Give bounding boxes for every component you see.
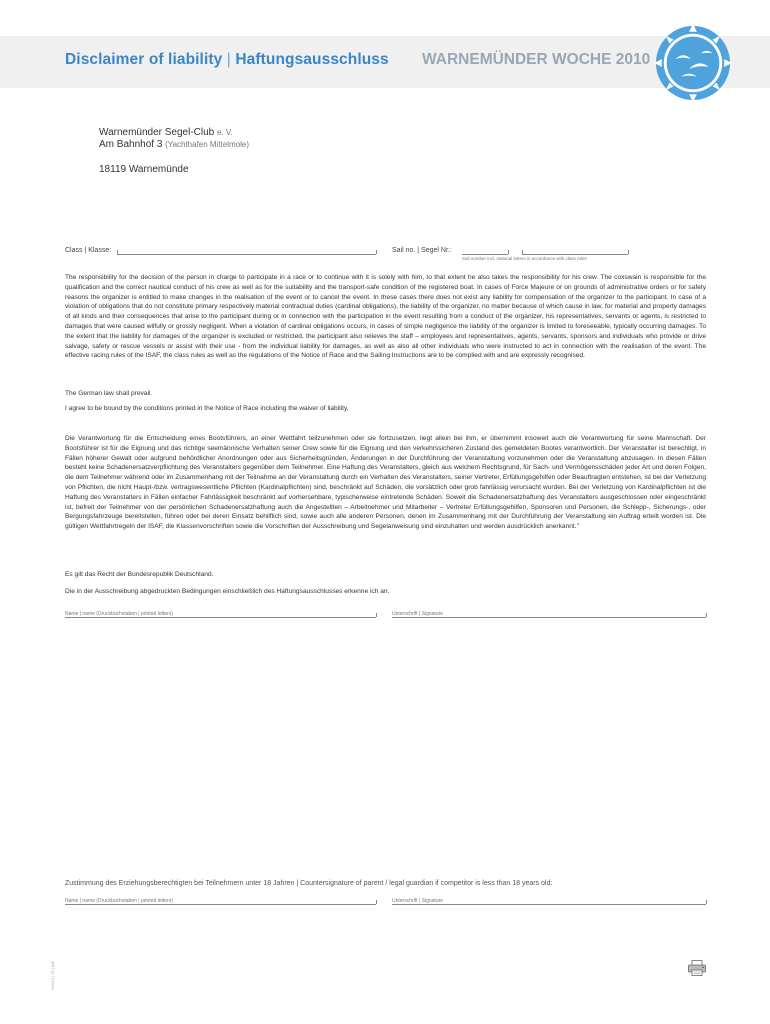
printer-icon[interactable] (688, 960, 706, 976)
sail-field-tick-mid (508, 250, 509, 254)
participant-name-label: Name | name (Druckbuchstaben | printed letters) (65, 611, 173, 617)
guardian-name-tick (376, 900, 377, 904)
participant-name-field[interactable] (65, 617, 376, 618)
sail-number-field[interactable] (522, 254, 628, 255)
street-note: (Yachthafen Mittelmole) (165, 140, 250, 149)
guardian-signature-tick (706, 900, 707, 904)
participant-signature-label: Unterschrift | Signature (392, 611, 444, 617)
participant-name-tick (376, 613, 377, 617)
club-name: Warnemünder Segel-Club (99, 127, 215, 138)
german-disclaimer-paragraph: Die Verantwortung für die Entscheidung eines Bootsführers, an einer Wettfahrt teilzunehmen oder sie fortzusetzen, liegt allein bei ihm, er übernimmt insoweit auch die Verantwortung für seine Mannschaft. Der Bootsführer ist für die Eignung und das richtige seemännische Verhalten seiner Crew sowie für die Eignung und den verkehrssicheren Zustand des gemeldeten Bootes verantwortlich. Der Veranstalter ist berechtigt, in Fällen höherer Gewalt oder aufgrund behördlicher Anordnungen oder aus Sicherheitsgründen, Änderungen in der Durchführung der Veranstaltung vorzunehmen oder die Veranstaltung abzusagen. In diesen Fällen besteht keine Schadenersatzverpflichtung des Veranstalters gegenüber dem Teilnehmer. Eine Haftung des Veranstalters, gleich aus welchem Rechtsgrund, für Sach- und Vermögensschäden jeder Art und deren Folgen, die dem Teilnehmer während oder im Zusammenhang mit der Teilnahme an der Veranstaltung durch ein Verhalten des Veranstalters, seiner Vertreter, Erfüllungsgehilfen oder Beauftragten entstehen, ist bei der Verletzung von Pflichten, die nicht Haupt-/bzw. vertragswesentliche Pflichten (Kardinalpflichten) sind, beschränkt auf Schäden, die vorsätzlich oder grob fahrlässig verursacht wurden. Bei der Verletzung von Kardinalpflichten ist die Haftung des Veranstalters in Fällen einfacher Fahrlässigkeit beschränkt auf vorhersehbare, typischerweise eintretende Schäden. Soweit die Schadenersatzhaftung des Veranstalters ausgeschlossen oder eingeschränkt ist, befreit der Teilnehmer von der persönlichen Schadenersatzhaftung auch die Angestellten – Arbeitnehmer und Mitarbeiter – Vertreter Erfüllungsgehilfen, Sponsoren und Personen, die Schlepp-, Sicherungs-, oder Bergungsfahrzeuge bereitstellen, führen oder bei deren Einsatz behilflich sind, sowie auch alle anderen Personen, denen im Zusammenhang mit der Durchführung der Veranstaltung ein Auftrag erteilt worden ist. Die gültigen Wettfahrtregeln der ISAF, die Klassenvorschriften sowie die Vorschriften der Ausschreibung und Segelanweisung sind einzuhalten und werden ausdrücklich anerkannt." (65, 435, 706, 531)
club-suffix: e. V. (217, 128, 233, 137)
document-code: WW10 | 05 | pdf (50, 961, 55, 990)
guardian-name-label: Name | name (Druckbuchstaben | printed letters) (65, 898, 173, 904)
sail-nationality-field[interactable] (462, 254, 508, 255)
city: 18119 Warnemünde (99, 164, 189, 175)
club-name-line (99, 127, 233, 138)
class-field-tick-left (117, 250, 118, 254)
english-disclaimer-paragraph: The responsibility for the decision of the person in charge to participate in a race or to continue with it is solely with him, to that extent he also takes the responsibility for his crew. The coxswain is responsible for the qualification and the correct nautical conduct of his crew as well as for the suitability and the transport-safe condition of the registered boat. In cases of Force Majeure or on grounds of administrative orders or for safety reasons the organizer is entitled to make changes in the realisation of the event or to cancel the event. In these cases there does not exist any liability for compensation of the organizer to the participant. In case of a violation of obligations that do not constitute primary respectively material contractual duties (cardinal obligations), the liability of the organizer, no matter because of which cause in law, for material and property damages of all kinds and their consequences that arise to the participant during or in connection with the participation in the event resulting from a conduct of the organizer, his representatives, servants or agents, is restricted to damages that were caused wilfully or grossly negligent. When a violation of cardinal obligations occurs, in cases of simple negligence the liability of the organizer is limited to foreseeable, typically occurring damages. To the extent that the liability for damages of the organizer is excluded or restricted, the participant also relieves the staff – employees and representatives, agents, servants, sponsors and individuals who provide or drive salvage, safety or rescue vessels or assist with their use - from the individual liability for damages, as well as also all other individuals who were instructed to act in connection with the realisation of the event. The effective racing rules of the ISAF, the class rules as well as the regulations of the Notice of Race and the Sailing Instructions are to be complied with and are expressly recognised. (65, 274, 706, 360)
title-german: Haftungsausschluss (235, 51, 389, 68)
document-title (65, 51, 389, 69)
class-label: Class | Klasse: (65, 247, 112, 254)
sail-number-hint: Sail number incl. national letters in accordance with class rules (462, 256, 587, 261)
title-separator: | (226, 51, 231, 68)
guardian-signature-label: Unterschrift | Signature (392, 898, 444, 904)
participant-signature-field[interactable] (392, 617, 706, 618)
sailing-club-burgee-logo-icon (654, 24, 732, 102)
guardian-consent-text: Zustimmung des Erziehungsberechtigten bei Teilnehmern unter 18 Jahren | Countersignature of parent / legal guardian if competitor is less than 18 years old: (65, 880, 553, 887)
sail-field-tick-start (522, 250, 523, 254)
sail-field-tick-end (628, 250, 629, 254)
participant-signature-tick (706, 613, 707, 617)
street-line (99, 139, 249, 150)
class-field[interactable] (117, 254, 376, 255)
german-agreement-paragraph: Die in der Ausschreibung abgedruckten Bedingungen einschließlich des Haftungsausschlusses erkenne ich an. (65, 588, 390, 595)
guardian-name-field[interactable] (65, 904, 376, 905)
title-english: Disclaimer of liability (65, 51, 223, 68)
german-law-paragraph: Es gilt das Recht der Bundesrepublik Deutschland. (65, 571, 214, 578)
event-name: WARNEMÜNDER WOCHE 2010 (422, 51, 651, 68)
street: Am Bahnhof 3 (99, 139, 163, 150)
class-field-tick-right (376, 250, 377, 254)
guardian-signature-field[interactable] (392, 904, 706, 905)
english-law-paragraph: The German law shall prevail. (65, 390, 153, 397)
sail-number-label: Sail no. | Segel Nr.: (392, 247, 452, 254)
english-agreement-paragraph: I agree to be bound by the conditions printed in the Notice of Race including the waiver of liability. (65, 405, 349, 412)
